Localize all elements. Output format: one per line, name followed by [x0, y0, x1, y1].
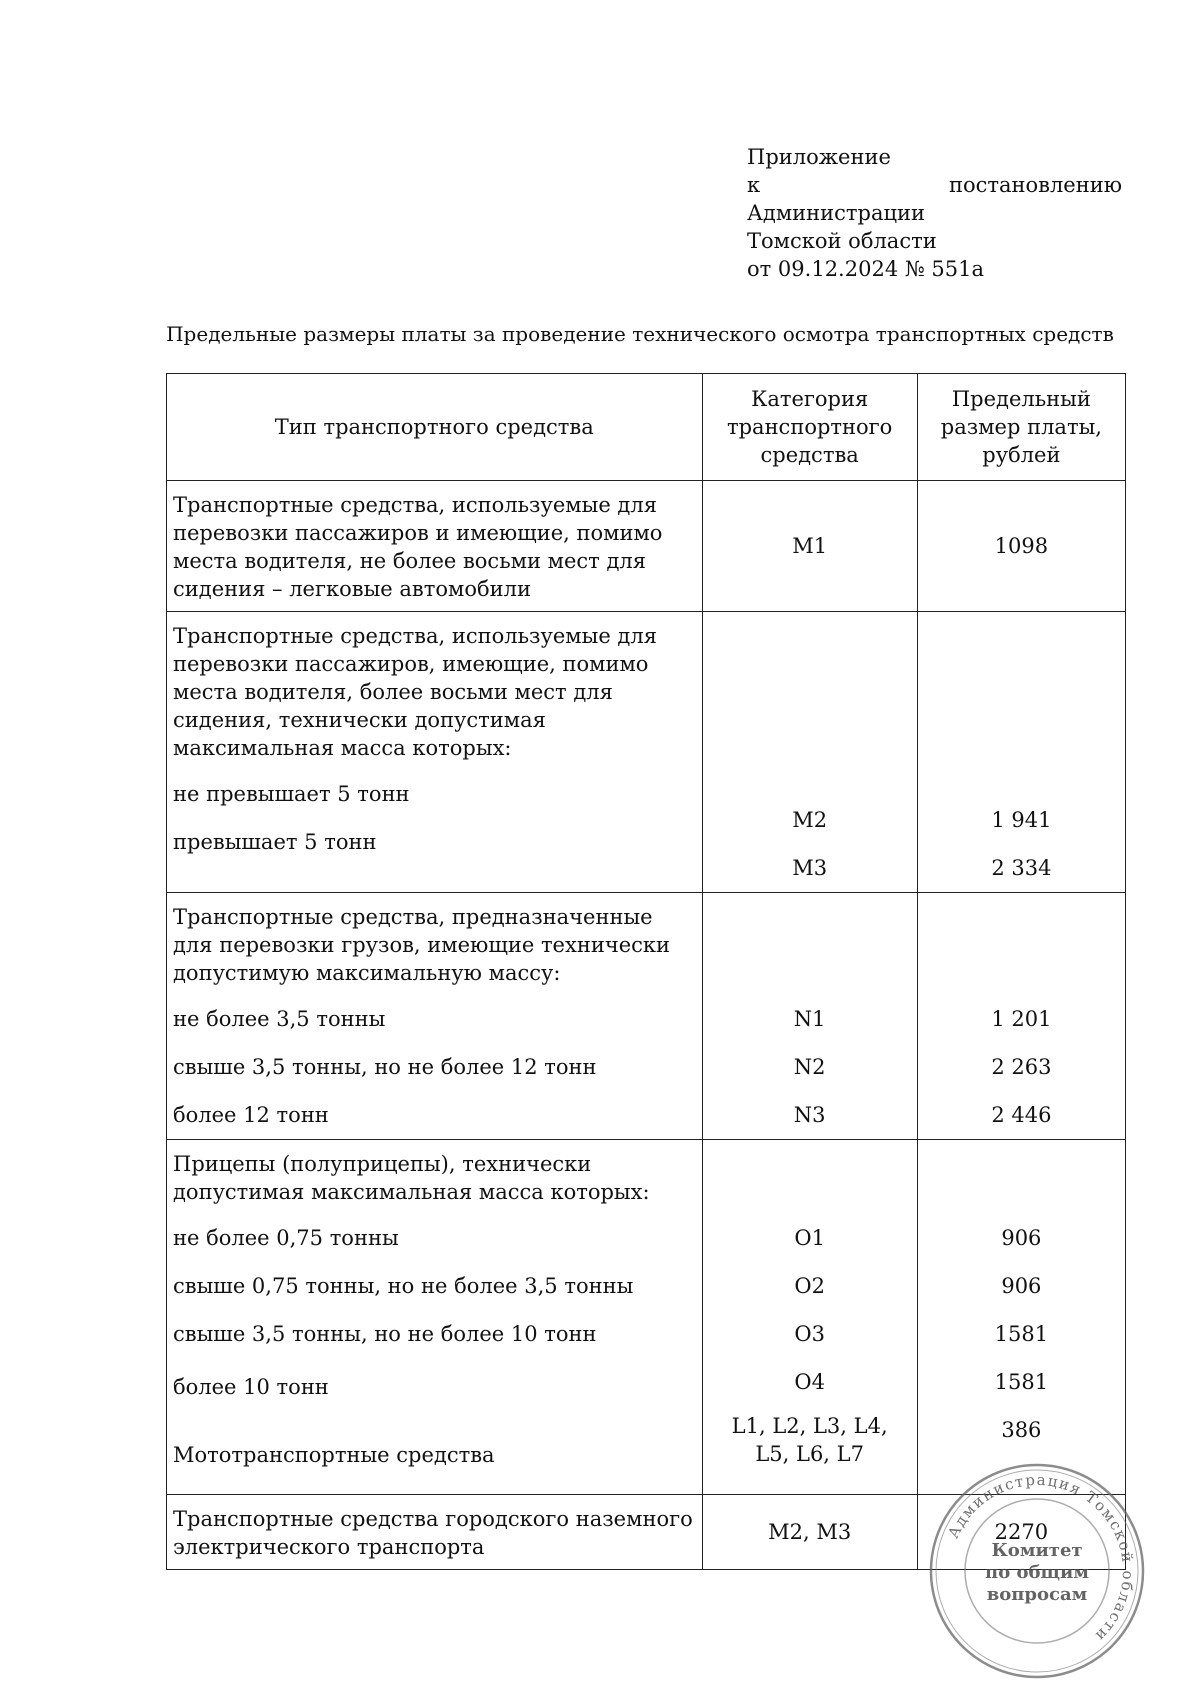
- group5-cell: [167, 1495, 703, 1570]
- group4-row-3-fee: 1581: [994, 1322, 1049, 1346]
- group4-category-cell: [702, 1140, 917, 1495]
- header-type: Тип транспортного средства: [167, 374, 703, 481]
- group4-row-2-category: O2: [794, 1274, 825, 1298]
- appendix-line-1: Приложение: [747, 145, 891, 169]
- group4-row-3-category: O3: [794, 1322, 825, 1346]
- table-row: [167, 481, 1126, 612]
- header-category: Категория транспортного средства: [702, 374, 917, 481]
- stamp-ring-text: Администрация Томской области: [944, 1470, 1138, 1646]
- group4-moto-category: L1, L2, L3, L4, L5, L6, L7: [731, 1414, 888, 1466]
- group2-row-2-fee: 2 334: [991, 856, 1052, 880]
- group5-fee: 2270: [917, 1495, 1125, 1570]
- group2-row-1-category: M2: [792, 808, 828, 832]
- group4-row-2-label: свыше 0,75 тонны, но не более 3,5 тонны: [173, 1274, 634, 1298]
- stamp-line-1: Комитет: [991, 1540, 1083, 1561]
- group3-row-2-category: N2: [793, 1055, 826, 1079]
- group1-category: M1: [702, 481, 917, 612]
- group3-row-2-fee: 2 263: [991, 1055, 1052, 1079]
- appendix-block: [747, 143, 1122, 283]
- group4-cell: [167, 1140, 703, 1495]
- group4-row-4-fee: 1581: [994, 1370, 1049, 1394]
- group3-row-1-fee: 1 201: [991, 1007, 1052, 1031]
- appendix-line-2: к постановлению Администрации: [747, 173, 1122, 225]
- appendix-line-3: Томской области: [747, 229, 937, 253]
- group3-row-1-category: N1: [793, 1007, 826, 1031]
- group4-row-1-fee: 906: [1001, 1226, 1042, 1250]
- table-row: [167, 612, 1126, 893]
- group2-row-2-label: превышает 5 тонн: [173, 830, 377, 854]
- group4-moto-label: Мототранспортные средства: [173, 1443, 495, 1467]
- group1-fee: 1098: [917, 481, 1125, 612]
- group4-row-4-category: O4: [794, 1370, 825, 1394]
- official-stamp: [928, 1462, 1146, 1680]
- document-title: Предельные размеры платы за проведение технического осмотра транспортных средств: [166, 322, 1114, 346]
- group4-row-2-fee: 906: [1001, 1274, 1042, 1298]
- group2-row-1-fee: 1 941: [991, 808, 1052, 832]
- table-row: [167, 893, 1126, 1140]
- group1-description: Транспортные средства, используемые для перевозки пассажиров и имеющие, помимо места водителя, не более восьми мест для сидения – легковые автомобили: [173, 493, 663, 601]
- group5-description: Транспортные средства городского наземного электрического транспорта: [173, 1507, 693, 1559]
- stamp-line-2: по общим: [985, 1562, 1089, 1583]
- group2-description: Транспортные средства, используемые для перевозки пассажиров, имеющие, помимо места водителя, более восьми мест для сидения, технически допустимая максимальная масса которых:: [173, 624, 657, 760]
- group3-row-1-label: не более 3,5 тонны: [173, 1007, 386, 1031]
- group2-fee-cell: [917, 612, 1125, 893]
- appendix-line-4: от 09.12.2024 № 551а: [747, 257, 984, 281]
- group2-cell: [167, 612, 703, 893]
- header-fee: Предельный размер платы, рублей: [917, 374, 1125, 481]
- group3-row-3-label: более 12 тонн: [173, 1103, 329, 1127]
- group1-cell: [167, 481, 703, 612]
- group2-row-2-category: M3: [792, 856, 828, 880]
- group3-cell: [167, 893, 703, 1140]
- group4-row-4-label: более 10 тонн: [173, 1375, 329, 1399]
- stamp-line-3: вопросам: [986, 1584, 1088, 1605]
- group4-description: Прицепы (полуприцепы), технически допустимая максимальная масса которых:: [173, 1152, 650, 1204]
- group5-category: M2, M3: [702, 1495, 917, 1570]
- group2-row-1-label: не превышает 5 тонн: [173, 782, 410, 806]
- group3-row-2-label: свыше 3,5 тонны, но не более 12 тонн: [173, 1055, 597, 1079]
- group4-moto-fee: 386: [1001, 1418, 1042, 1442]
- table-header-row: [167, 374, 1126, 481]
- group3-row-3-category: N3: [793, 1103, 826, 1127]
- group3-fee-cell: [917, 893, 1125, 1140]
- group4-row-1-label: не более 0,75 тонны: [173, 1226, 399, 1250]
- group4-row-1-category: O1: [794, 1226, 825, 1250]
- group3-row-3-fee: 2 446: [991, 1103, 1052, 1127]
- fees-table: [166, 373, 1126, 1570]
- group4-fee-cell: [917, 1140, 1125, 1495]
- group2-category-cell: [702, 612, 917, 893]
- group4-row-3-label: свыше 3,5 тонны, но не более 10 тонн: [173, 1322, 597, 1346]
- group3-description: Транспортные средства, предназначенные для перевозки грузов, имеющие технически допустимую максимальную массу:: [173, 905, 671, 985]
- table-row: [167, 1140, 1126, 1495]
- group3-category-cell: [702, 893, 917, 1140]
